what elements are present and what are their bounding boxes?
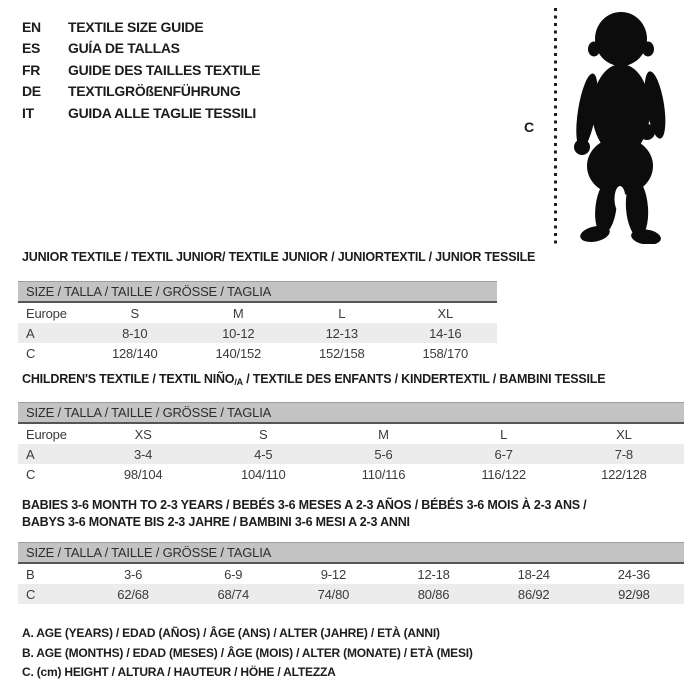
language-title: GUIDA ALLE TAGLIE TESSILI <box>68 104 256 121</box>
toddler-silhouette-icon <box>562 8 680 244</box>
table-cell: 86/92 <box>484 584 584 604</box>
footnote-a: A. AGE (YEARS) / EDAD (AÑOS) / ÂGE (ANS) / ALTER (JAHRE) / ETÀ (ANNI) <box>22 626 440 640</box>
language-title: TEXTILGRÖßENFÜHRUNG <box>68 83 241 100</box>
babies-title-line2: BABYS 3-6 MONATE BIS 2-3 JAHRE / BAMBINI 3-6 MESI A 2-3 ANNI <box>22 515 410 529</box>
language-code: EN <box>22 18 41 35</box>
table-cell: Europe <box>26 426 67 442</box>
children-title-rest: / TEXTILE DES ENFANTS / KINDERTEXTIL / BAMBINI TESSILE <box>242 372 606 386</box>
children-title-sub: /A <box>234 377 243 387</box>
table-cell: 14-16 <box>394 323 498 343</box>
table-cell: 6-7 <box>444 444 564 464</box>
table-cell: 12-13 <box>290 323 394 343</box>
language-code: IT <box>22 104 34 121</box>
children-section-title <box>22 371 682 391</box>
babies-title-line1: BABIES 3-6 MONTH TO 2-3 YEARS / BEBÉS 3-6 MESES A 2-3 AÑOS / BÉBÉS 3-6 MOIS À 2-3 ANS / <box>22 498 587 512</box>
table-cell: 152/158 <box>318 345 365 361</box>
table-cell: XS <box>134 426 152 442</box>
table-row <box>18 302 497 323</box>
size-header: SIZE / TALLA / TAILLE / GRÖSSE / TAGLIA <box>18 403 684 424</box>
table-cell: 3-4 <box>83 444 203 464</box>
table-cell: 8-10 <box>83 323 187 343</box>
table-cell: C <box>26 466 36 482</box>
table-cell: C <box>26 345 36 361</box>
table-cell: 80/86 <box>383 584 483 604</box>
table-cell: 122/128 <box>601 466 647 482</box>
junior-size-table <box>18 281 497 363</box>
table-row <box>18 563 684 584</box>
language-code: ES <box>22 40 41 57</box>
table-cell: 4-5 <box>203 444 323 464</box>
language-code: DE <box>22 83 41 100</box>
table-cell: C <box>18 584 83 604</box>
table-row <box>18 343 497 363</box>
table-row <box>18 444 684 464</box>
language-title: GUIDE DES TAILLES TEXTILE <box>68 61 261 78</box>
table-cell: 74/80 <box>283 584 383 604</box>
table-row <box>18 323 497 343</box>
table-cell: 68/74 <box>183 584 283 604</box>
table-cell: 98/104 <box>123 466 163 482</box>
table-cell: XL <box>437 305 453 321</box>
table-cell: A <box>18 444 83 464</box>
language-title: GUÍA DE TALLAS <box>68 40 180 57</box>
table-cell: 104/110 <box>240 466 286 482</box>
table-cell: A <box>18 323 83 343</box>
table-cell: 24-36 <box>617 566 651 582</box>
table-cell: 92/98 <box>584 584 684 604</box>
table-cell: 5-6 <box>323 444 443 464</box>
babies-size-table <box>18 542 684 604</box>
table-row <box>18 464 684 484</box>
language-row <box>22 16 260 38</box>
language-row <box>22 102 260 124</box>
language-row <box>22 81 260 103</box>
babies-section-title <box>22 497 682 531</box>
language-code: FR <box>22 61 41 78</box>
table-cell: XL <box>616 426 632 442</box>
table-cell: 10-12 <box>187 323 291 343</box>
table-cell: 62/68 <box>83 584 183 604</box>
language-row <box>22 59 260 81</box>
table-cell: S <box>130 305 139 321</box>
table-cell: Europe <box>26 305 67 321</box>
table-cell: 140/152 <box>215 345 262 361</box>
table-cell: 6-9 <box>224 566 243 582</box>
size-header: SIZE / TALLA / TAILLE / GRÖSSE / TAGLIA <box>18 282 497 303</box>
height-line-label: C <box>524 119 535 135</box>
footnote-c: C. (cm) HEIGHT / ALTURA / HAUTEUR / HÖHE / ALTEZZA <box>22 665 336 679</box>
table-row <box>18 423 684 444</box>
children-size-table <box>18 402 684 484</box>
language-title: TEXTILE SIZE GUIDE <box>68 18 204 35</box>
table-cell: L <box>338 305 346 321</box>
table-cell: 7-8 <box>564 444 684 464</box>
language-list <box>22 16 260 124</box>
junior-section-title: JUNIOR TEXTILE / TEXTIL JUNIOR/ TEXTILE JUNIOR / JUNIORTEXTIL / JUNIOR TESSILE <box>22 250 536 264</box>
table-header-row <box>18 543 684 564</box>
table-cell: M <box>378 426 389 442</box>
table-cell: 110/116 <box>361 466 406 482</box>
table-cell: 12-18 <box>417 566 450 582</box>
table-cell: B <box>26 566 35 582</box>
table-cell: 158/170 <box>422 345 469 361</box>
table-header-row <box>18 282 497 303</box>
table-cell: 18-24 <box>517 566 550 582</box>
table-cell: L <box>500 426 508 442</box>
table-row <box>18 584 684 604</box>
size-header: SIZE / TALLA / TAILLE / GRÖSSE / TAGLIA <box>18 543 684 564</box>
table-cell: 116/122 <box>481 466 526 482</box>
table-cell: 3-6 <box>123 566 143 582</box>
footnote-b: B. AGE (MONTHS) / EDAD (MESES) / ÂGE (MOIS) / ALTER (MONATE) / ETÀ (MESI) <box>22 645 473 660</box>
children-title-main: CHILDREN'S TEXTILE / TEXTIL NIÑO <box>22 372 235 386</box>
footnotes <box>22 624 473 683</box>
table-cell: 9-12 <box>320 566 346 582</box>
table-cell: 128/140 <box>111 345 158 361</box>
height-dotted-line <box>554 8 557 246</box>
table-cell: S <box>259 426 268 442</box>
language-row <box>22 38 260 60</box>
table-header-row <box>18 403 684 424</box>
table-cell: M <box>232 305 244 321</box>
